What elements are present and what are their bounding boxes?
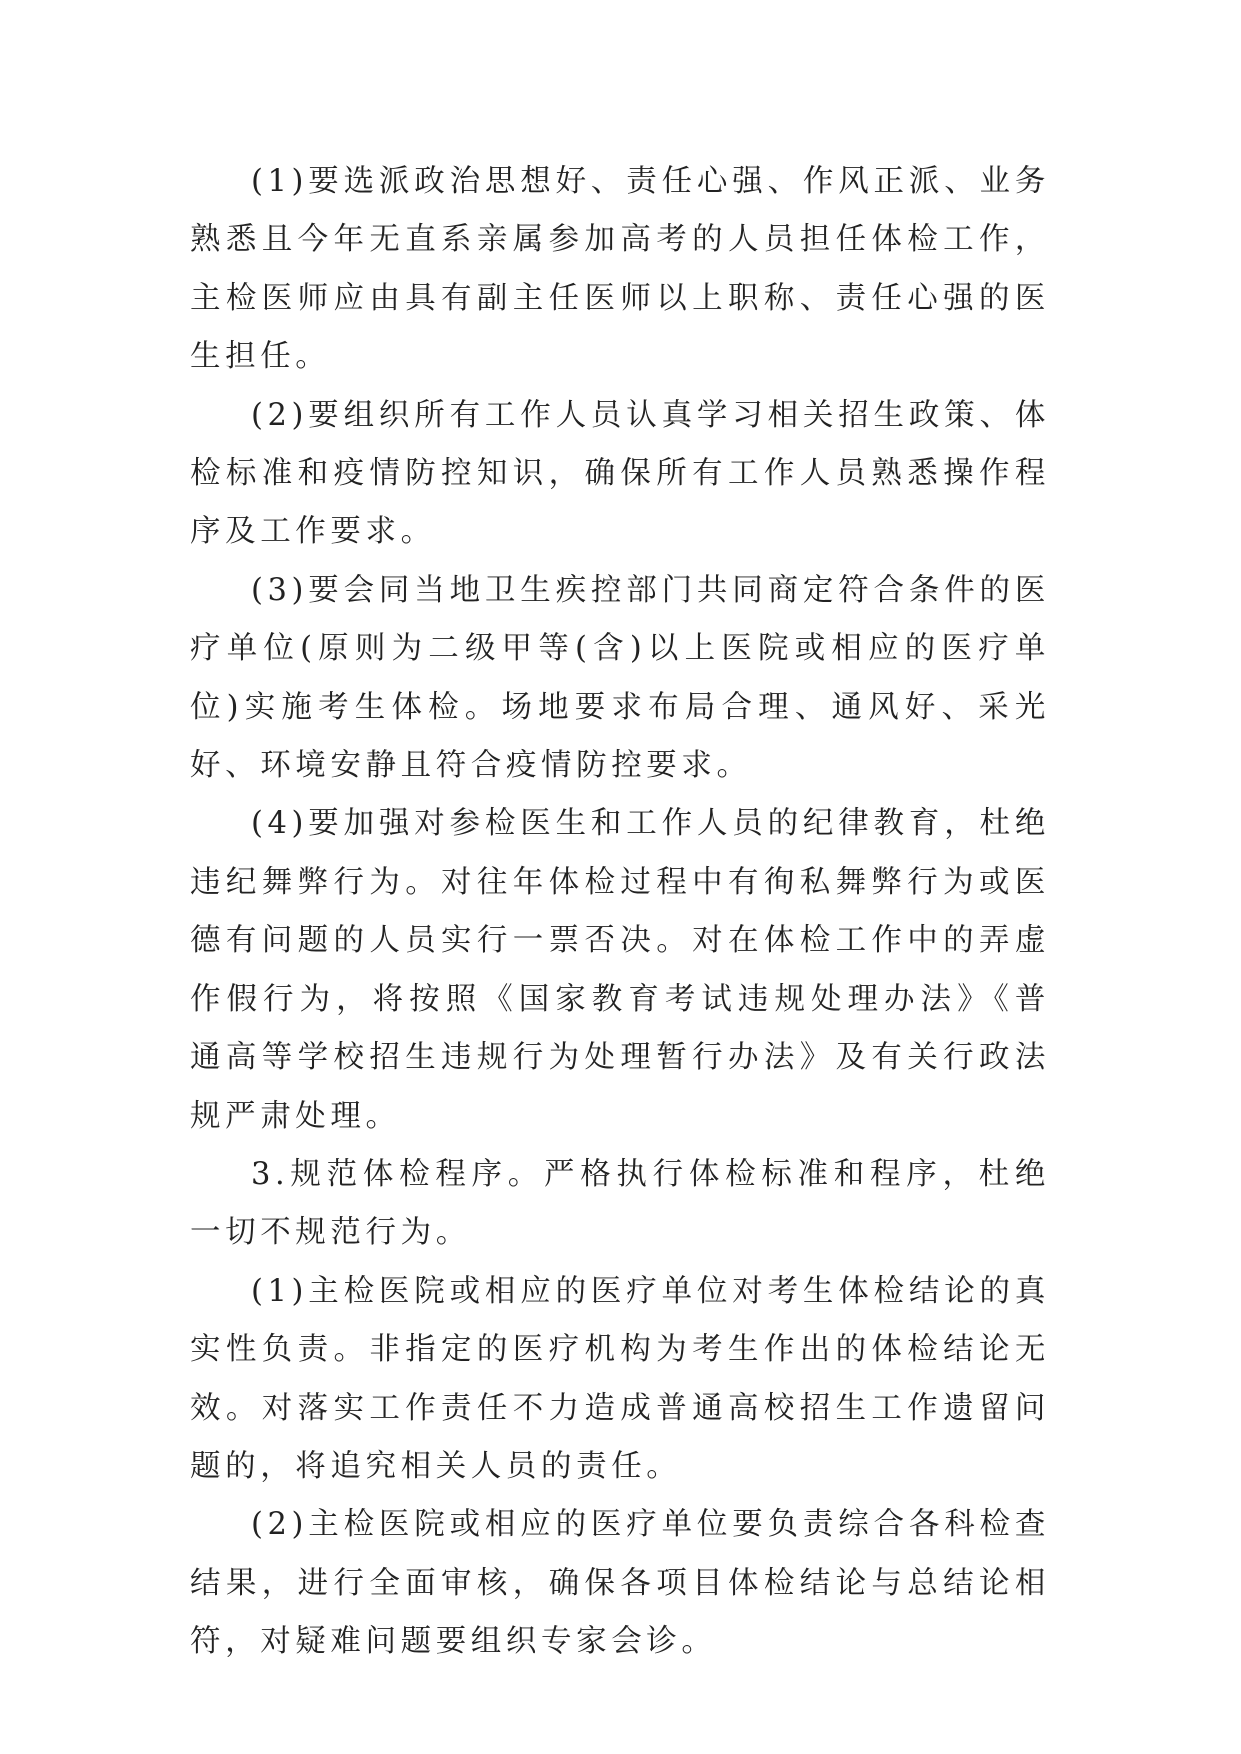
paragraph-comprehensive-review: (2)主检医院或相应的医疗单位要负责综合各科检查结果，进行全面审核，确保各项目体检结论与总结论相符，对疑难问题要组织专家会诊。 — [190, 1507, 1050, 1660]
paragraph-staff-selection: (1)要选派政治思想好、责任心强、作风正派、业务熟悉且今年无直系亲属参加高考的人员担任体检工作，主检医师应由具有副主任医师以上职称、责任心强的医生担任。 — [190, 164, 1050, 375]
paragraph-medical-units: (3)要会同当地卫生疾控部门共同商定符合条件的医疗单位(原则为二级甲等(含)以上医院或相应的医疗单位)实施考生体检。场地要求布局合理、通风好、采光好、环境安静且符合疫情防控要求。 — [190, 572, 1050, 784]
document-body — [190, 153, 1050, 1672]
paragraph-hospital-responsibility: (1)主检医院或相应的医疗单位对考生体检结论的真实性负责。非指定的医疗机构为考生作出的体检结论无效。对落实工作责任不力造成普通高校招生工作遗留问题的，将追究相关人员的责任。 — [190, 1273, 1050, 1484]
paragraph-standardize-procedure: 3.规范体检程序。严格执行体检标准和程序，杜绝一切不规范行为。 — [190, 1156, 1050, 1251]
paragraph-staff-training: (2)要组织所有工作人员认真学习相关招生政策、体检标准和疫情防控知识，确保所有工作人员熟悉操作程序及工作要求。 — [190, 397, 1050, 550]
paragraph-discipline-education: (4)要加强对参检医生和工作人员的纪律教育，杜绝违纪舞弊行为。对往年体检过程中有徇私舞弊行为或医德有问题的人员实行一票否决。对在体检工作中的弄虚作假行为，将按照《国家教育考试违规处理办法》《普通高等学校招生违规行为处理暂行办法》及有关行政法规严肃处理。 — [190, 806, 1050, 1134]
